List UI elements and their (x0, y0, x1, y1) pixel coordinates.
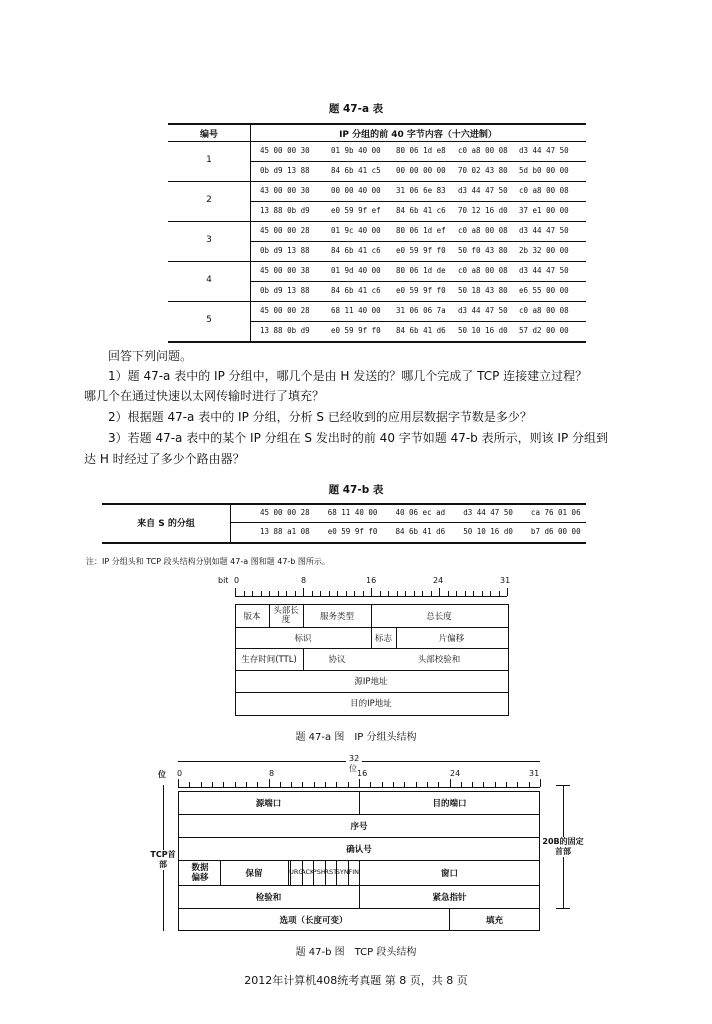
ip-tick-24: 24 (433, 576, 444, 585)
tcp-fixed-label: 20B的固定首部 (542, 837, 584, 856)
tcp-tick-16: 16 (357, 769, 368, 778)
ip-field-ttl: 生存时间(TTL) (241, 655, 297, 665)
table-a-hex-cell: 0b d9 13 88 (260, 286, 310, 295)
table-b (102, 503, 586, 543)
table-a-hex-cell: e6 55 00 00 (519, 286, 569, 295)
table-a-hex-cell: d3 44 47 50 (519, 266, 569, 275)
tcp-flag-fin: FIN (348, 860, 360, 885)
table-a-hex-cell: d3 44 47 50 (519, 226, 569, 235)
table-a-hex-cell: 00 00 00 00 (396, 166, 446, 175)
table-a-hex-cell: d3 44 47 50 (458, 186, 508, 195)
ip-field-fragment-offset: 片偏移 (438, 633, 465, 644)
table-a-hex-cell: 13 88 0b d9 (260, 326, 310, 335)
tcp-field-checksum: 检验和 (255, 892, 282, 903)
table-a-hex-cell: 80 06 1d e8 (396, 146, 446, 155)
ip-field-source: 源IP地址 (354, 677, 388, 687)
tcp-field-data-offset: 数据偏移 (191, 862, 209, 883)
table-b-label: 来自 S 的分组 (137, 519, 195, 529)
ip-field-version: 版本 (243, 611, 261, 622)
table-a-hex-cell: 43 00 00 30 (260, 186, 310, 195)
table-a-header-id: 编号 (199, 130, 218, 140)
table-b-line2: 13 88 a1 08 e0 59 9f f0 84 6b 41 d6 50 10 16 d0 b7 d6 00 00 (260, 527, 581, 536)
tcp-field-reserved: 保留 (245, 868, 263, 879)
table-a-hex-cell: 31 06 6e 83 (396, 186, 446, 195)
question-3: 3）若题 47-a 表中的某个 IP 分组在 S 发出时的前 40 字节如题 47-b 表所示，则该 IP 分组到 (108, 431, 609, 445)
ip-field-tos: 服务类型 (319, 611, 354, 622)
table-a-hex-cell: 00 00 40 00 (331, 186, 381, 195)
table-a-hex-cell: 84 6b 41 c6 (396, 206, 446, 215)
tcp-field-window: 窗口 (440, 868, 458, 879)
table-a-hex-cell: 50 10 16 d0 (458, 326, 508, 335)
ip-field-ihl: 头部长度 (273, 605, 299, 625)
table-a-hex-cell: 57 d2 00 00 (519, 326, 569, 335)
ip-tick-16: 16 (366, 576, 377, 585)
table-a-hex-cell: 84 6b 41 c6 (331, 246, 381, 255)
table-a-header-content: IP 分组的前 40 字节内容（十六进制） (339, 130, 497, 140)
table-a-hex-cell: e0 59 9f f0 (396, 286, 446, 295)
tcp-width-label: 32位 (346, 754, 362, 774)
table-a-hex-cell: 45 00 00 38 (260, 266, 310, 275)
table-a-hex-cell: d3 44 47 50 (458, 306, 508, 315)
table-a-hex-cell: 50 18 43 80 (458, 286, 508, 295)
tcp-field-dst-port: 目的端口 (432, 798, 467, 809)
tcp-figure-caption: 题 47-b 图 TCP 段头结构 (295, 947, 417, 958)
table-a-hex-cell: 01 9b 40 00 (331, 146, 381, 155)
tcp-flag-urg: URG (290, 860, 302, 885)
ip-tick-0: 0 (234, 576, 240, 585)
ip-field-destination: 目的IP地址 (350, 699, 392, 709)
ip-field-identification: 标识 (294, 633, 312, 644)
table-a-hex-cell: c0 a8 00 08 (519, 306, 569, 315)
page-footer: 2012年计算机408统考真题 第 8 页，共 8 页 (244, 974, 468, 987)
table-a-hex-cell: 68 11 40 00 (331, 306, 381, 315)
table-a-hex-cell: 84 6b 41 c5 (331, 166, 381, 175)
tcp-tick-8: 8 (269, 769, 275, 778)
table-a-title: 题 47-a 表 (328, 103, 384, 115)
ip-field-checksum: 头部校验和 (417, 655, 461, 665)
table-a-hex-cell: c0 a8 00 08 (458, 146, 508, 155)
table-a-hex-cell: c0 a8 00 08 (519, 186, 569, 195)
question-3-cont: 达 H 时经过了多少个路由器？ (84, 452, 245, 466)
table-a-row-id: 4 (206, 275, 212, 285)
table-a-hex-cell: 01 9c 40 00 (331, 226, 381, 235)
table-a-hex-cell: 0b d9 13 88 (260, 166, 310, 175)
table-b-title: 题 47-b 表 (328, 484, 384, 496)
table-a-row-id: 5 (206, 315, 212, 325)
table-a-hex-cell: 31 06 06 7a (396, 306, 446, 315)
table-a-hex-cell: 13 88 0b d9 (260, 206, 310, 215)
table-a-hex-cell: 45 00 00 28 (260, 306, 310, 315)
table-a-row-id: 1 (206, 155, 212, 165)
question-1: 1）题 47-a 表中的 IP 分组中，哪几个是由 H 发送的？哪几个完成了 TCP 连接建立过程？ (108, 369, 588, 383)
table-a-row-id: 3 (206, 235, 212, 245)
ip-field-protocol: 协议 (328, 655, 346, 665)
table-a-hex-cell: 50 f0 43 80 (458, 246, 508, 255)
ip-field-flags: 标志 (374, 633, 392, 644)
tcp-tick-0: 0 (177, 769, 183, 778)
table-a-hex-cell: 80 06 1d ef (396, 226, 446, 235)
table-a-hex-cell: 37 e1 00 00 (519, 206, 569, 215)
ip-field-total-length: 总长度 (426, 611, 452, 622)
question-1-cont: 哪几个在通过快速以太网传输时进行了填充？ (84, 389, 325, 403)
tcp-pos-label: 位 (158, 770, 166, 779)
table-a-hex-cell: e0 59 9f f0 (331, 326, 381, 335)
tcp-field-options: 选项（长度可变） (279, 915, 348, 926)
table-a-hex-cell: c0 a8 00 08 (458, 266, 508, 275)
table-a-hex-cell: 80 06 1d de (396, 266, 446, 275)
ip-figure-caption: 题 47-a 图 IP 分组头结构 (295, 732, 417, 743)
tcp-field-src-port: 源端口 (255, 798, 282, 809)
tcp-flag-psh: PSH (313, 860, 325, 885)
table-b-line1: 45 00 00 28 68 11 40 00 40 06 ec ad d3 44 47 50 ca 76 01 06 (260, 508, 581, 517)
ip-tick-31: 31 (500, 576, 511, 585)
tcp-field-urgent: 紧急指针 (432, 892, 467, 903)
tcp-flag-rst: RST (325, 860, 337, 885)
questions-intro: 回答下列问题。 (108, 349, 193, 363)
table-a-hex-cell: 2b 32 00 00 (519, 246, 569, 255)
ip-tick-8: 8 (301, 576, 307, 585)
table-a-hex-cell: 5d b0 00 00 (519, 166, 569, 175)
tcp-tick-24: 24 (450, 769, 461, 778)
question-2: 2）根据题 47-a 表中的 IP 分组，分析 S 已经收到的应用层数据字节数是多少？ (108, 410, 532, 424)
table-a-hex-cell: e0 59 9f f0 (396, 246, 446, 255)
table-a-hex-cell: 70 12 16 d0 (458, 206, 508, 215)
table-a-hex-cell: 01 9d 40 00 (331, 266, 381, 275)
table-a-hex-cell: 0b d9 13 88 (260, 246, 310, 255)
tcp-tick-31: 31 (529, 769, 540, 778)
table-a-hex-cell: 45 00 00 28 (260, 226, 310, 235)
tcp-side-label: TCP首部 (148, 850, 178, 870)
note: 注：IP 分组头和 TCP 段头结构分别如题 47-a 图和题 47-b 图所示。 (86, 557, 330, 566)
table-a-hex-cell: 84 6b 41 d6 (396, 326, 446, 335)
table-a-hex-cell: d3 44 47 50 (519, 146, 569, 155)
tcp-flag-syn: SYN (336, 860, 348, 885)
ip-bit-label: bit (218, 576, 229, 585)
tcp-field-ack: 确认号 (346, 844, 372, 855)
table-a-hex-cell: 84 6b 41 c6 (331, 286, 381, 295)
table-a-hex-cell: 45 00 00 30 (260, 146, 310, 155)
tcp-flag-ack: ACK (302, 860, 314, 885)
table-a-hex-cell: c0 a8 00 08 (458, 226, 508, 235)
tcp-field-padding: 填充 (485, 915, 503, 926)
table-a-hex-cell: 70 02 43 80 (458, 166, 508, 175)
table-a-hex-cell: e0 59 9f ef (331, 206, 381, 215)
table-a-row-id: 2 (206, 195, 212, 205)
tcp-field-seq: 序号 (350, 821, 368, 832)
